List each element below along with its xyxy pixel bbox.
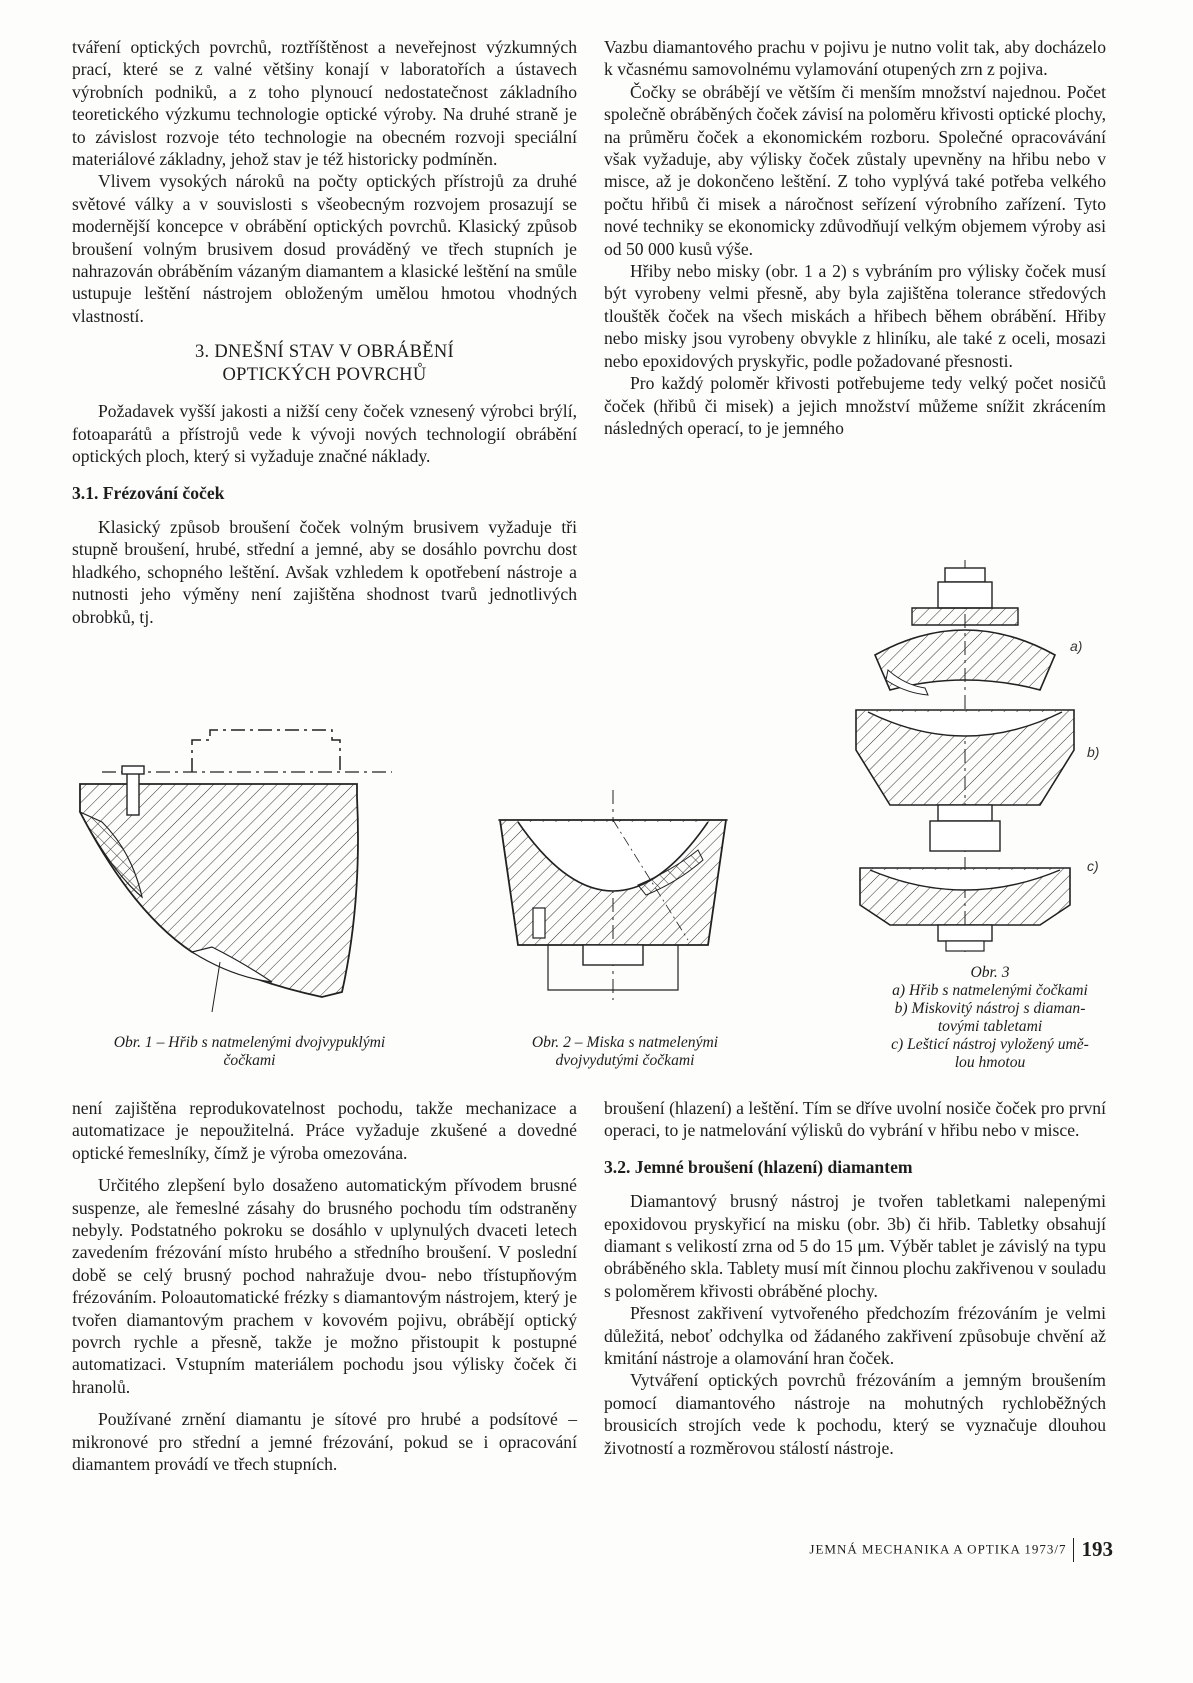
section-heading-line2: OPTICKÝCH POVRCHŮ bbox=[222, 365, 427, 386]
caption-line: b) Miskovitý nástroj s diaman- bbox=[894, 1000, 1086, 1017]
footer-divider bbox=[1073, 1538, 1074, 1562]
column-top-left bbox=[72, 36, 577, 628]
figure-2-drawing bbox=[498, 790, 728, 1005]
section-heading-line1: 3. DNEŠNÍ STAV V OBRÁBĚNÍ bbox=[194, 342, 455, 363]
column-bottom-left bbox=[72, 1097, 577, 1476]
figure-3-label-c: c) bbox=[1087, 858, 1099, 874]
paragraph: Vytváření optických povrchů frézováním a jemným broušením pomocí diamantového nástroje na mohutných rychloběžných brousicích strojích vede k pochodu, který se vyznačuje dlouhou životností a rozměrovou stálostí nástroje. bbox=[604, 1370, 1106, 1458]
figure-3-label-a: a) bbox=[1070, 638, 1083, 654]
paragraph: Klasický způsob broušení čoček volným brusivem vyžaduje tři stupně broušení, hrubé, střední a jemné, aby se dosáhlo povrchu dost hladkého, schopného leštění. Avšak vzhledem k opotřebení nástroje a nutnosti jeho výměny není zajištěna shodnost tvarů jednotlivých obrobků, tj. bbox=[72, 516, 577, 627]
caption-line: čočkami bbox=[223, 1052, 276, 1069]
journal-name: JEMNÁ MECHANIKA A OPTIKA 1973/7 bbox=[809, 1541, 1067, 1557]
figure-1-drawing bbox=[72, 722, 417, 1022]
column-bottom-right bbox=[604, 1097, 1106, 1459]
figure-3-drawing bbox=[850, 560, 1083, 960]
paragraph: Přesnost zakřivení vytvořeného předchozím frézováním je velmi důležitá, neboť odchylka od žádaného zakřivení způsobuje chvění až kmitání nástroje a olamování hran čoček. bbox=[604, 1303, 1106, 1369]
figure-3-label-b: b) bbox=[1087, 744, 1100, 760]
caption-line: Obr. 3 bbox=[970, 964, 1010, 981]
caption-line: a) Hřib s natmelenými čočkami bbox=[892, 982, 1088, 999]
column-top-right bbox=[604, 36, 1106, 439]
paragraph: Používané zrnění diamantu je sítové pro hrubé a podsítové – mikronové pro střední a jemné frézování, pokud se i opracování diamantem provádí ve třech stupních. bbox=[72, 1409, 577, 1475]
paragraph: není zajištěna reprodukovatelnost pochodu, takže mechanizace a automatizace je nepoužitelná. Práce vyžaduje zkušené a dovedné optické řemeslníky, čímž je výroba omezována. bbox=[72, 1098, 577, 1163]
caption-line: tovými tabletami bbox=[937, 1018, 1043, 1035]
figure-2-caption bbox=[490, 1034, 760, 1070]
caption-line: Obr. 1 – Hřib s natmelenými dvojvypuklými bbox=[113, 1034, 386, 1051]
paragraph: broušení (hlazení) a leštění. Tím se dříve uvolní nosiče čoček pro první operaci, to je natmelování výlisků do vybrání v hřibu nebo v misce. bbox=[604, 1098, 1106, 1141]
caption-line: lou hmotou bbox=[954, 1054, 1026, 1071]
subsection-heading: 3.1. Frézování čoček bbox=[72, 482, 225, 503]
paragraph: tváření optických povrchů, roztříštěnost a neveřejnost výzkumných prací, které se z valné většiny konají v laboratořích a ústavech výrobních podniků, a z toho plynoucí nedostatečnost základního teoretického výzkumu technologie optické výroby. Na druhé straně je to závislost rozvoje této technologie na obecném rozvoji speciální materiálové základny, jehož stav je též historicky podmíněn. bbox=[72, 37, 577, 170]
paragraph: Požadavek vyšší jakosti a nižší ceny čoček vznesený výrobci brýlí, fotoaparátů a přístrojů vede k vývoji nových technologií obrábění optických ploch, který si vyžaduje značné náklady. bbox=[72, 401, 577, 467]
figure-3-caption bbox=[845, 964, 1135, 1072]
page-number: 193 bbox=[1081, 1537, 1113, 1561]
subsection-heading: 3.2. Jemné broušení (hlazení) diamantem bbox=[604, 1156, 913, 1177]
paragraph: Čočky se obrábějí ve větším či menším množství najednou. Počet společně obráběných čoček závisí na poloměru křivosti optické plochy, na průměru čoček a ekonomickém rozboru. Společné opracovávání však vyžaduje, aby výlisky čoček zůstaly upevněny na hřibu nebo v misce, až je dokončeno leštění. Z toho vyplývá také potřeba velkého počtu hřibů či misek a náročnost seřízení výrobního zařízení. Tyto nové techniky se ekonomicky zdůvodňují velkým objemem výroby asi od 50 000 kusů výše. bbox=[604, 81, 1106, 259]
paragraph: Vlivem vysokých nároků na počty optických přístrojů za druhé světové války a v souvislosti s všeobecným rozvojem prosazují se modernější koncepce v obrábění optických povrchů. Klasický způsob broušení volným brusivem dosud prováděný ve třech stupních je nahrazován obráběním vázaným diamantem a klasické leštění na smůle ustupuje leštění nástrojem obloženým umělou hmotou vhodných vlastností. bbox=[72, 171, 577, 326]
paragraph: Vazbu diamantového prachu v pojivu je nutno volit tak, aby docházelo k včasnému samovolnému vylamování otupených zrn z pojiva. bbox=[604, 37, 1106, 80]
caption-line: c) Lešticí nástroj vyložený umě- bbox=[891, 1036, 1089, 1053]
figure-1-caption bbox=[72, 1034, 427, 1070]
paragraph: Hřiby nebo misky (obr. 1 a 2) s vybráním pro výlisky čoček musí být vyrobeny velmi přesně, aby byla zajištěna tolerance středových tlouštěk čoček na všech miskách a hřibech během obrábění. Hřiby nebo misky jsou vyrobeny obvykle z hliníku, ale také z oceli, mosazi nebo epoxidových pryskyřic, podle požadované přesnosti. bbox=[604, 261, 1106, 371]
caption-line: dvojvydutými čočkami bbox=[555, 1052, 695, 1069]
paragraph: Diamantový brusný nástroj je tvořen tabletkami nalepenými epoxidovou pryskyřicí na misku (obr. 3b) či hřib. Tabletky obsahují diamant s velikostí zrna od 5 do 15 μm. Výběr tablet je závislý na typu obráběného skla. Tablety musí mít činnou plochu zakřivenou v souladu s poloměrem křivosti obráběné plochy. bbox=[604, 1191, 1106, 1301]
page-footer bbox=[768, 1537, 1113, 1562]
paragraph: Určitého zlepšení bylo dosaženo automatickým přívodem brusné suspenze, ale řemeslné zásahy do brusného pochodu tím odstraněny nebyly. Podstatného pokroku se dosáhlo v uplynulých dvaceti letech zavedením frézování místo hrubého a středního broušení. V poslední době se celý brusný pochod nahražuje dvou- nebo třístupňovým frézováním. Poloautomatické frézky s diamantovým nástrojem, který je tvořen diamantovým prachem v kovovém pojivu, obrábějí optický povrch rychle a přesně, takže je možno přistoupit k postupné automatizaci. Vstupním materiálem pochodu jsou výlisky čoček či hranolů. bbox=[72, 1175, 577, 1397]
paragraph: Pro každý poloměr křivosti potřebujeme tedy velký počet nosičů čoček (hřibů či misek) a jejich množství můžeme snížit zkrácením následných operací, to je jemného bbox=[604, 373, 1106, 438]
caption-line: Obr. 2 – Miska s natmelenými bbox=[531, 1034, 719, 1051]
section-heading bbox=[72, 341, 577, 387]
